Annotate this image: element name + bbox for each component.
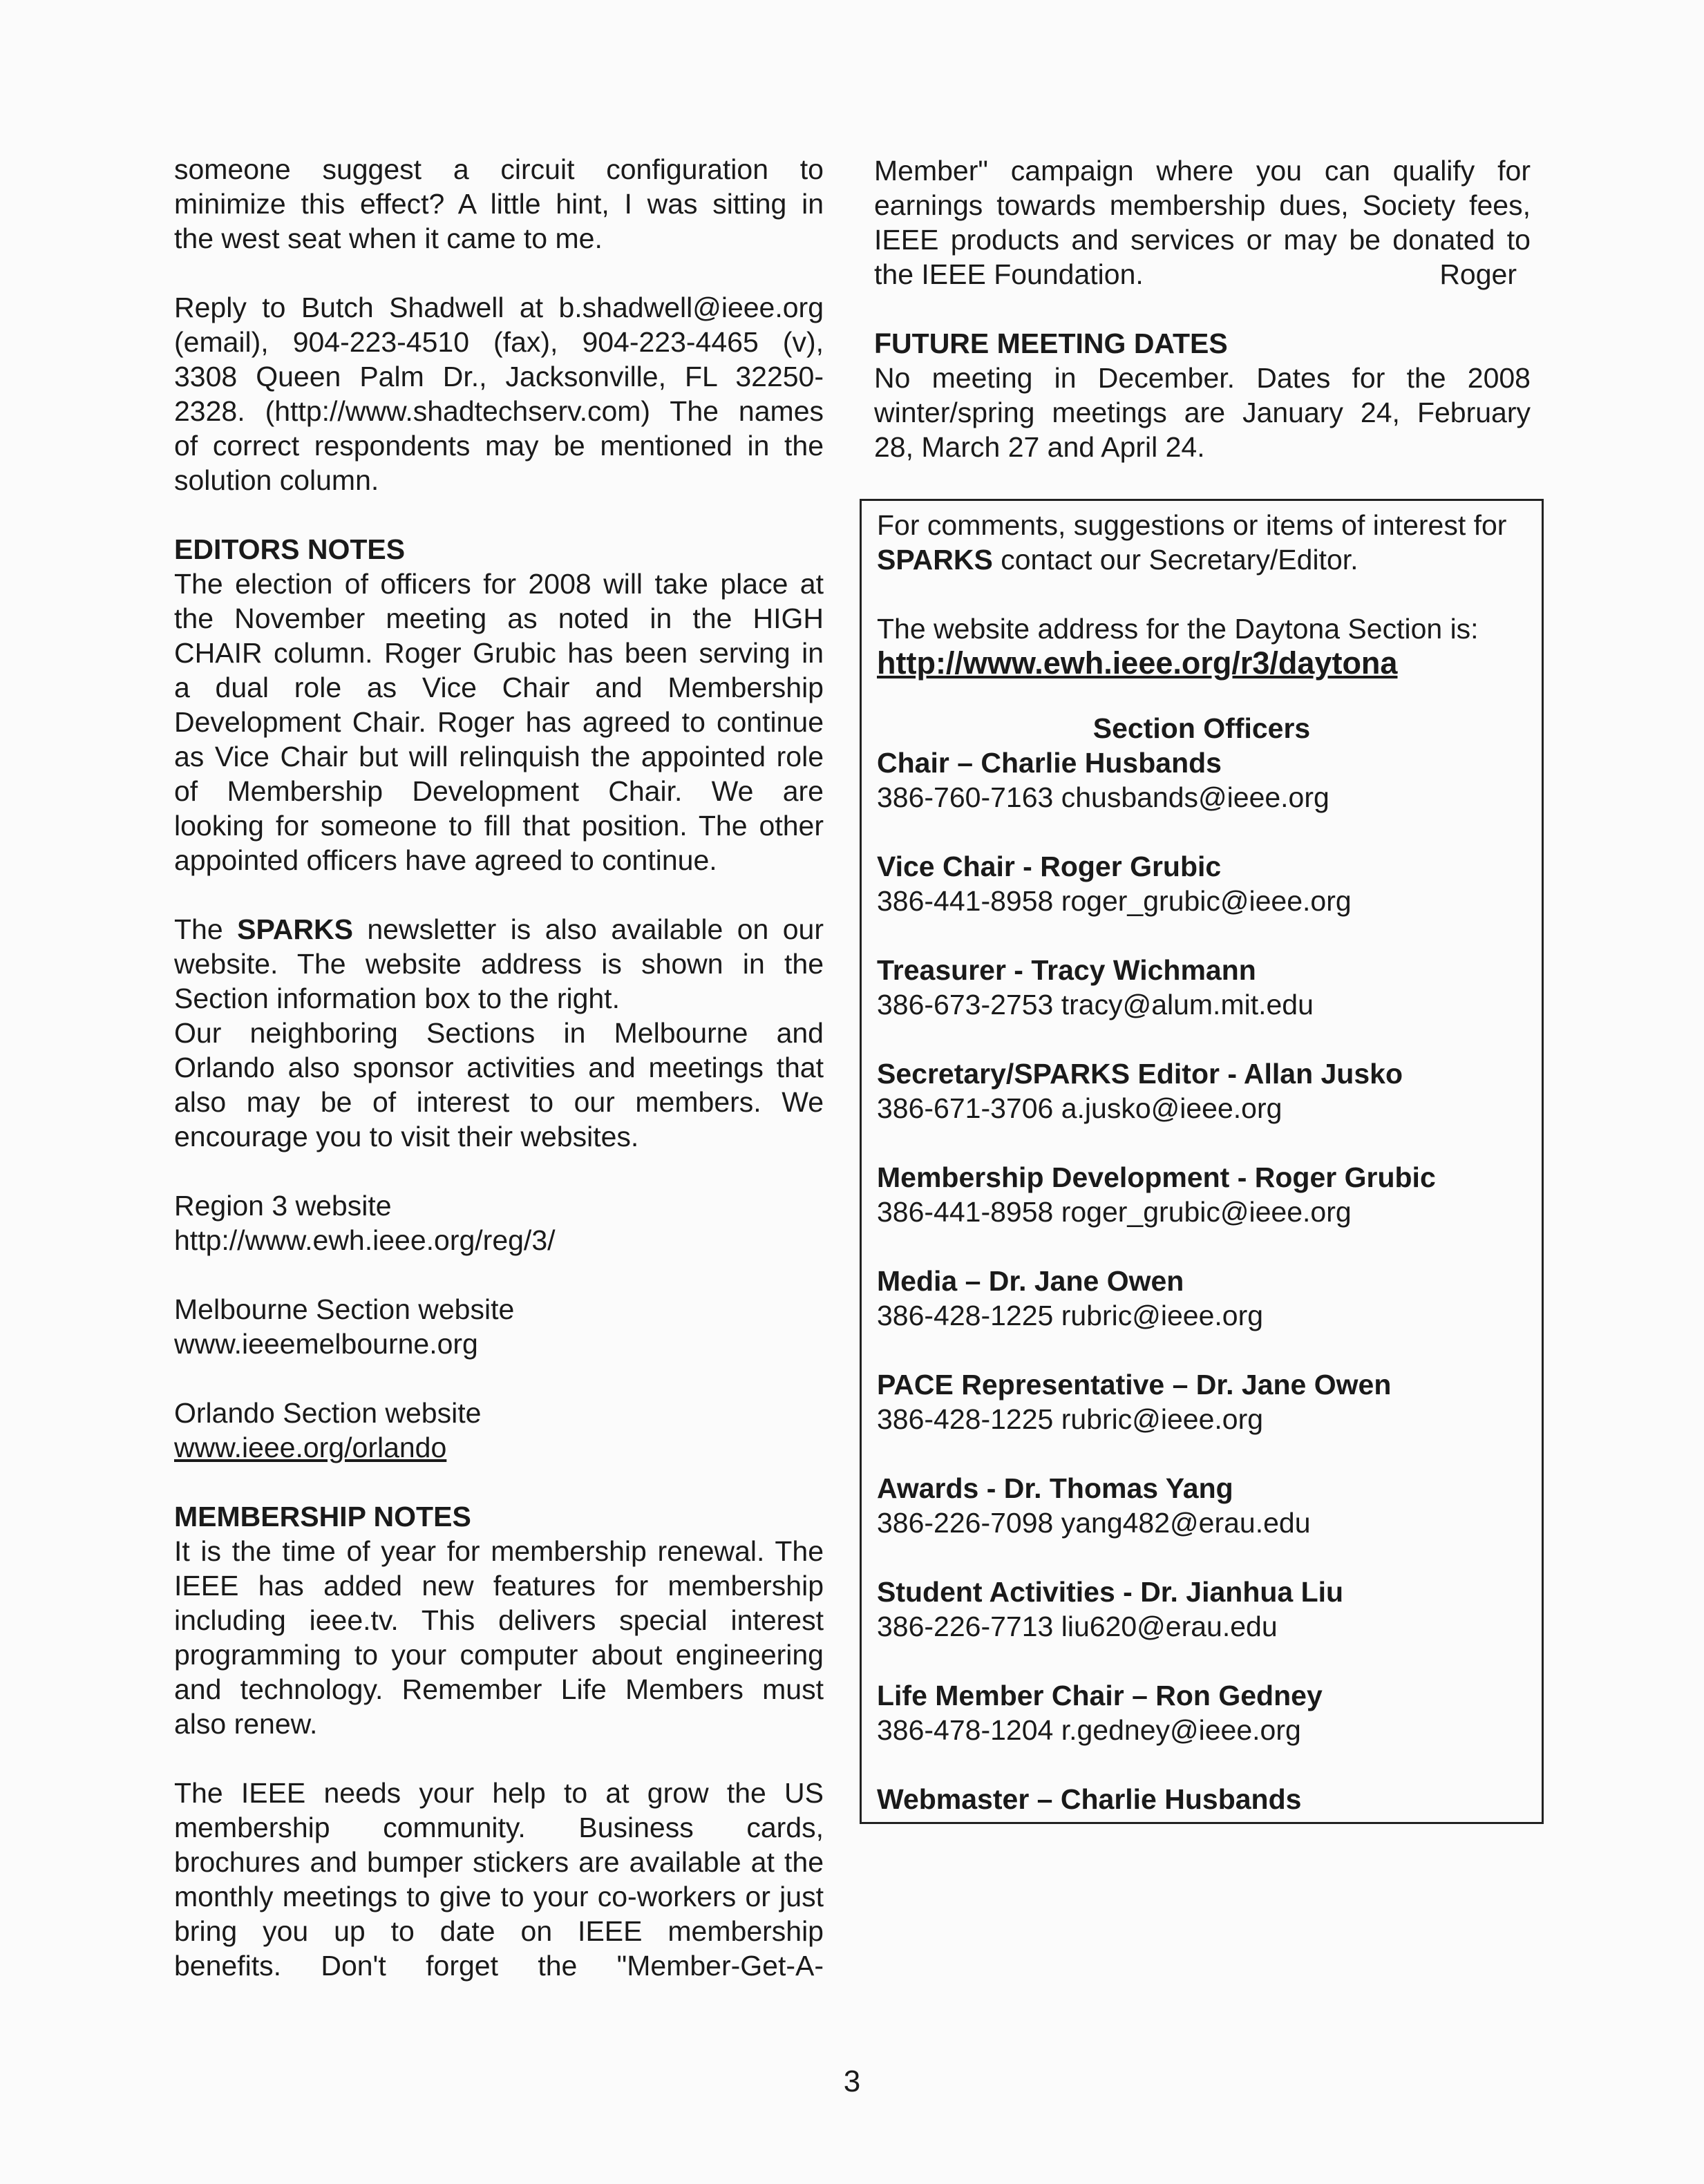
- section-info-box: [860, 499, 1544, 1824]
- text-span: newsletter is also available on our: [352, 913, 824, 945]
- text-line: 3308 Queen Palm Dr., Jacksonville, FL 32250-: [174, 361, 824, 392]
- officer-entry: [877, 1678, 1526, 1747]
- text-line: someone suggest a circuit configuration to: [174, 153, 824, 185]
- officer-contact: 386-226-7713 liu620@erau.edu: [877, 1611, 1278, 1642]
- officer-contact: 386-428-1225 rubric@ieee.org: [877, 1403, 1264, 1435]
- officer-contact: 386-441-8958 roger_grubic@ieee.org: [877, 1196, 1352, 1228]
- text-line: IEEE products and services or may be donated to: [874, 224, 1531, 256]
- text-line: Our neighboring Sections in Melbourne and: [174, 1017, 824, 1049]
- text-span: the IEEE Foundation.: [874, 258, 1144, 290]
- text-line: It is the time of year for membership renewal. The: [174, 1535, 824, 1567]
- text-line: minimize this effect? A little hint, I was sitting in: [174, 188, 824, 220]
- region3-label: Region 3 website: [174, 1190, 392, 1222]
- website-label: The website address for the Daytona Section is:: [877, 613, 1479, 645]
- melbourne-label: Melbourne Section website: [174, 1293, 515, 1325]
- text-line: solution column.: [174, 464, 379, 496]
- comments-line: For comments, suggestions or items of interest for: [877, 509, 1507, 541]
- section-officers-heading: Section Officers: [1092, 712, 1311, 744]
- text-line: as Vice Chair but will relinquish the appointed role: [174, 741, 824, 772]
- text-line: website. The website address is shown in the: [174, 948, 824, 980]
- officer-contact: 386-673-2753 tracy@alum.mit.edu: [877, 989, 1314, 1020]
- text-line: brochures and bumper stickers are available at the: [174, 1846, 824, 1878]
- officer-title: Vice Chair - Roger Grubic: [877, 851, 1222, 882]
- officer-title: Awards - Dr. Thomas Yang: [877, 1472, 1233, 1504]
- text-line: [174, 912, 824, 947]
- text-line: IEEE has added new features for membership: [174, 1570, 824, 1602]
- text-line: Member" campaign where you can qualify for: [874, 155, 1531, 187]
- text-line: No meeting in December. Dates for the 2008: [874, 362, 1531, 394]
- officer-title: Treasurer - Tracy Wichmann: [877, 954, 1256, 986]
- officer-title: Secretary/SPARKS Editor - Allan Jusko: [877, 1058, 1403, 1090]
- officer-entry: [877, 1471, 1526, 1540]
- text-line: appointed officers have agreed to continue.: [174, 844, 717, 876]
- officers-list: [877, 746, 1526, 1816]
- text-line: including ieee.tv. This delivers special interest: [174, 1604, 824, 1636]
- future-meeting-paragraph: [874, 361, 1531, 464]
- officer-title: Life Member Chair – Ron Gedney: [877, 1680, 1323, 1711]
- page-number: 3: [843, 2064, 861, 2098]
- text-line: [874, 257, 1531, 292]
- text-line: programming to your computer about engineering: [174, 1639, 824, 1671]
- membership-notes-paragraph: [174, 1534, 824, 1741]
- text-span: contact our Secretary/Editor.: [992, 544, 1359, 576]
- text-line: benefits. Don't forget the "Member-Get-A-: [174, 1950, 824, 1982]
- membership-notes-heading: MEMBERSHIP NOTES: [174, 1501, 471, 1532]
- text-line: also may be of interest to our members. We: [174, 1086, 824, 1118]
- officer-contact: 386-441-8958 roger_grubic@ieee.org: [877, 885, 1352, 917]
- text-line: membership community. Business cards,: [174, 1812, 824, 1843]
- officer-entry: [877, 1264, 1526, 1333]
- text-line: monthly meetings to give to your co-workers or just: [174, 1881, 824, 1912]
- grow-membership-paragraph: [174, 1776, 824, 1983]
- orlando-label: Orlando Section website: [174, 1397, 482, 1429]
- officer-entry: [877, 1056, 1526, 1126]
- editors-notes-heading: EDITORS NOTES: [174, 533, 406, 565]
- text-line: 28, March 27 and April 24.: [874, 431, 1205, 463]
- editors-notes-paragraph: [174, 567, 824, 877]
- text-line: Section information box to the right.: [174, 982, 620, 1014]
- member-get-a-member-paragraph: [874, 153, 1531, 292]
- text-line: winter/spring meetings are January 24, February: [874, 397, 1531, 428]
- right-column: [874, 153, 1531, 464]
- sparks-name: SPARKS: [237, 913, 353, 945]
- text-line: earnings towards membership dues, Society fees,: [874, 189, 1531, 221]
- text-line: of Membership Development Chair. We are: [174, 775, 824, 807]
- text-line: also renew.: [174, 1708, 318, 1740]
- daytona-website-link[interactable]: http://www.ewh.ieee.org/r3/daytona: [877, 645, 1398, 681]
- author-signature: Roger: [1439, 258, 1517, 290]
- text-line: the west seat when it came to me.: [174, 222, 603, 254]
- text-line: Orlando also sponsor activities and meetings that: [174, 1052, 824, 1083]
- text-line: Development Chair. Roger has agreed to continue: [174, 706, 824, 738]
- officer-contact: 386-671-3706 a.jusko@ieee.org: [877, 1092, 1282, 1124]
- region3-link[interactable]: http://www.ewh.ieee.org/reg/3/: [174, 1224, 556, 1256]
- officer-title: Student Activities - Dr. Jianhua Liu: [877, 1576, 1344, 1608]
- sparks-paragraph: [174, 912, 824, 1154]
- officer-entry: [877, 746, 1526, 815]
- officer-title: Membership Development - Roger Grubic: [877, 1161, 1436, 1193]
- text-line: Reply to Butch Shadwell at b.shadwell@ieee.org: [174, 292, 824, 323]
- officer-contact: 386-478-1204 r.gedney@ieee.org: [877, 1714, 1301, 1746]
- orlando-link[interactable]: www.ieee.org/orlando: [174, 1432, 447, 1463]
- officer-entry: [877, 1367, 1526, 1436]
- officer-entry: [877, 1575, 1526, 1644]
- text-line: The election of officers for 2008 will take place at: [174, 568, 824, 600]
- officer-entry: [877, 953, 1526, 1022]
- text-line: a dual role as Vice Chair and Membership: [174, 672, 824, 703]
- reply-paragraph: [174, 290, 824, 497]
- text-line: bring you up to date on IEEE membership: [174, 1915, 824, 1947]
- officer-entry: [877, 1782, 1526, 1816]
- future-meeting-heading: FUTURE MEETING DATES: [874, 327, 1228, 359]
- text-line: CHAIR column. Roger Grubic has been serving in: [174, 637, 824, 669]
- officer-entry: [877, 1160, 1526, 1229]
- left-column: [174, 152, 824, 1983]
- text-line: and technology. Remember Life Members must: [174, 1673, 824, 1705]
- officer-title: Chair – Charlie Husbands: [877, 747, 1222, 779]
- text-line: the November meeting as noted in the HIGH: [174, 602, 824, 634]
- officer-contact: 386-428-1225 rubric@ieee.org: [877, 1300, 1264, 1331]
- puzzle-paragraph: [174, 152, 824, 256]
- text-line: looking for someone to fill that position. The other: [174, 810, 824, 842]
- text-line: 2328. (http://www.shadtechserv.com) The names: [174, 395, 824, 427]
- melbourne-link[interactable]: www.ieeemelbourne.org: [174, 1328, 478, 1360]
- sparks-name: SPARKS: [877, 544, 993, 576]
- text-line: The IEEE needs your help to at grow the US: [174, 1777, 824, 1809]
- officer-entry: [877, 849, 1526, 918]
- officer-title: PACE Representative – Dr. Jane Owen: [877, 1369, 1392, 1400]
- text-line: encourage you to visit their websites.: [174, 1121, 639, 1152]
- officer-contact: 386-226-7098 yang482@erau.edu: [877, 1507, 1311, 1539]
- text-line: of correct respondents may be mentioned in the: [174, 430, 824, 462]
- text-line: (email), 904-223-4510 (fax), 904-223-4465 (v),: [174, 326, 824, 358]
- officer-contact: 386-760-7163 chusbands@ieee.org: [877, 781, 1329, 813]
- officer-title: Media – Dr. Jane Owen: [877, 1265, 1184, 1297]
- officer-title: Webmaster – Charlie Husbands: [877, 1783, 1302, 1815]
- text-span: The: [174, 913, 238, 945]
- comments-line: [877, 542, 1526, 577]
